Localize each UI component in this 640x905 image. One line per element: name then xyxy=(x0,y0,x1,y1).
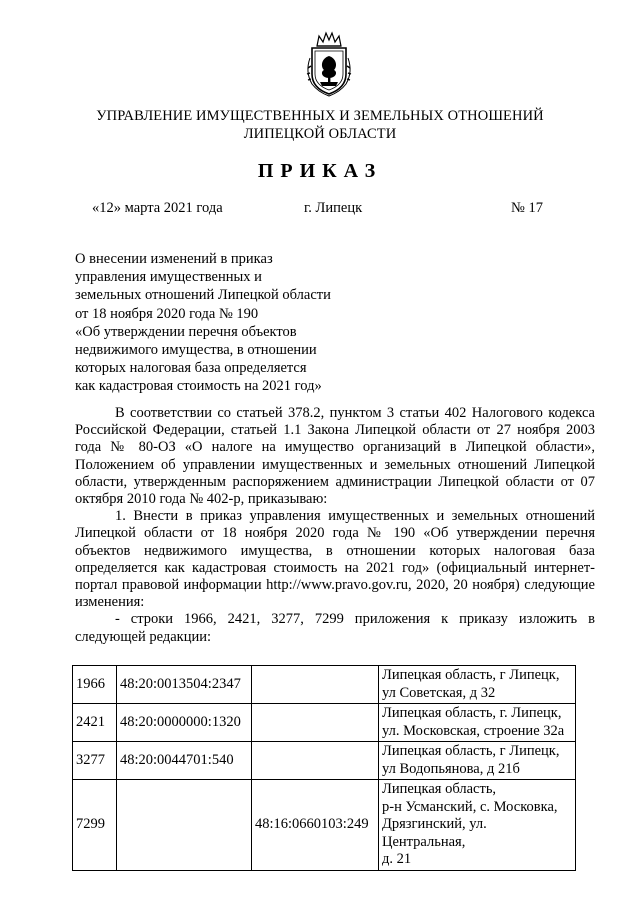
cadastral-number-2-cell xyxy=(252,742,379,780)
cadastral-number-2-cell: 48:16:0660103:249 xyxy=(252,780,379,871)
body-paragraph-item-1: 1. Внести в приказ управления имущественных и земельных отношений Липецкой области от 18 ноября 2020 года № 190 «Об утверждении перечня объектов недвижимого имущества, в отношении которых налоговая база определяется как кадастровая стоимость на 2021 год» (официальный интернет-портал правовой информации http://www.pravo.gov.ru, 2020, 20 ноября) следующие изменения: xyxy=(75,508,595,611)
subject-line: от 18 ноября 2020 года № 190 xyxy=(75,305,259,322)
address-line: ул. Московская, строение 32а xyxy=(382,722,565,739)
table-row xyxy=(73,742,576,780)
row-number-cell: 1966 xyxy=(73,666,117,704)
address-line: Липецкая область, xyxy=(382,781,497,797)
order-date: «12» марта 2021 года xyxy=(92,200,223,216)
address-line: Липецкая область, г Липецк, xyxy=(382,743,560,759)
address-cell xyxy=(379,666,576,704)
table-row xyxy=(73,704,576,742)
body-paragraph-rows-instruction: - строки 1966, 2421, 3277, 7299 приложения к приказу изложить в следующей редакции: xyxy=(75,611,595,645)
address-line: Дрязгинский, ул. Центральная, xyxy=(382,816,487,850)
body-paragraph-preamble: В соответствии со статьей 378.2, пунктом 3 статьи 402 Налогового кодекса Российской Федерации, статьей 1.1 Закона Липецкой области от 27 ноября 2003 года № 80-ОЗ «О налоге на имущество организаций в Липецкой области», Положением об управлении имущественных и земельных отношений Липецкой области, утвержденным распоряжением администрации Липецкой области от 07 октября 2010 года № 402-р, приказываю: xyxy=(75,405,595,508)
cadastral-number-2-cell xyxy=(252,666,379,704)
address-line: Липецкая область, г Липецк, xyxy=(382,667,560,683)
cadastral-number-cell: 48:20:0000000:1320 xyxy=(117,704,252,742)
row-number-cell: 3277 xyxy=(73,742,117,780)
cadastral-number-cell: 48:20:0013504:2347 xyxy=(117,666,252,704)
subject-line: управления имущественных и xyxy=(75,269,262,286)
order-number: № 17 xyxy=(511,200,543,216)
subject-line: как кадастровая стоимость на 2021 год» xyxy=(75,378,322,395)
address-line: р-н Усманский, с. Московка, xyxy=(382,798,558,815)
cadastral-number-cell: 48:20:0044701:540 xyxy=(117,742,252,780)
address-cell xyxy=(379,742,576,780)
address-cell xyxy=(379,780,576,871)
row-number-cell: 7299 xyxy=(73,780,117,871)
order-city: г. Липецк xyxy=(304,200,363,216)
table-row xyxy=(73,780,576,871)
cadastral-number-cell xyxy=(117,780,252,871)
subject-line: земельных отношений Липецкой области xyxy=(75,287,331,304)
subject-line: «Об утверждении перечня объектов xyxy=(75,323,297,340)
address-line: ул Водопьянова, д 21б xyxy=(382,760,520,777)
subject-line: О внесении изменений в приказ xyxy=(75,251,273,267)
address-line: Липецкая область, г. Липецк, xyxy=(382,705,562,721)
amended-rows-table xyxy=(72,665,576,871)
table-row xyxy=(73,666,576,704)
organization-name-line1: УПРАВЛЕНИЕ ИМУЩЕСТВЕННЫХ И ЗЕМЕЛЬНЫХ ОТНОШЕНИЙ xyxy=(96,108,544,124)
cadastral-number-2-cell xyxy=(252,704,379,742)
organization-name-line2: ЛИПЕЦКОЙ ОБЛАСТИ xyxy=(243,126,397,142)
order-body xyxy=(75,405,595,646)
address-line: д. 21 xyxy=(382,851,412,867)
address-line: ул Советская, д 32 xyxy=(382,684,496,701)
row-number-cell: 2421 xyxy=(73,704,117,742)
subject-line: которых налоговая база определяется xyxy=(75,360,307,377)
order-subject xyxy=(75,250,395,396)
document-title: ПРИКАЗ xyxy=(257,160,383,182)
address-cell xyxy=(379,704,576,742)
subject-line: недвижимого имущества, в отношении xyxy=(75,342,317,359)
coat-of-arms-emblem xyxy=(302,28,356,98)
